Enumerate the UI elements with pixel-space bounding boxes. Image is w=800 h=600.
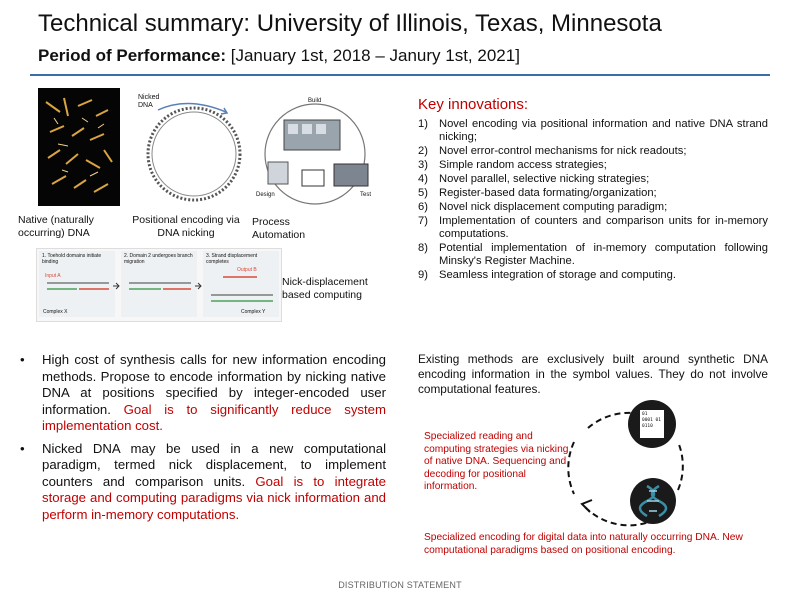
innovations-title: Key innovations:: [418, 96, 529, 113]
process-automation-diagram: [248, 92, 382, 210]
bullet-goal: Goal is to significantly reduce system implementation cost.: [42, 401, 386, 433]
complex-x-label: Complex X: [43, 309, 68, 315]
nick-panel-1-label: 1. Toehold domains initiate binding: [42, 253, 102, 265]
binary-line: 0110: [642, 424, 653, 429]
binary-line: 01: [642, 412, 648, 417]
innovation-item: 8) Potential implementation of in-memory computation following Minsky's Register Machine.: [418, 242, 768, 267]
page-title: Technical summary: University of Illinois, Texas, Minnesota: [38, 10, 662, 37]
nick-panel-3-label: 3. Strand displacement completes: [206, 253, 258, 265]
bullet-item: • High cost of synthesis calls for new information encoding methods. Propose to encode information by nicking native DNA at positions specified by integer-encoded user information. Goal is to significantly reduce system implementation cost.: [20, 352, 386, 433]
period-of-performance: [38, 46, 520, 66]
output-label: Output B: [237, 267, 257, 273]
binary-line: 0001 01: [642, 418, 661, 423]
computing-card: [640, 410, 664, 438]
nick-displacement-diagram: [36, 248, 282, 322]
innovation-item: 1) Novel encoding via positional information and native DNA strand nicking;: [418, 118, 768, 143]
native-dna-image: [38, 88, 120, 206]
dna-helix-graphic: [630, 478, 676, 524]
innovations-list: [418, 118, 768, 283]
bullet-goal: Goal is to integrate storage and computing paradigms via nick information and perform in-memory computations.: [42, 473, 386, 522]
innovation-item: 6) Novel nick displacement computing paradigm;: [418, 201, 668, 213]
distribution-statement: DISTRIBUTION STATEMENT: [338, 580, 462, 590]
innovation-item: 3) Simple random access strategies;: [418, 159, 607, 171]
nicked-dna-diagram: [128, 92, 252, 208]
complex-y-label: Complex Y: [241, 309, 266, 315]
nick-panel-2-label: 2. Domain 2 undergoes branch migration: [124, 253, 193, 265]
nicked-dna-label: Nicked DNA: [138, 94, 160, 109]
innovation-item: 4) Novel parallel, selective nicking strategies;: [418, 173, 650, 185]
period-label: Period of Performance:: [38, 46, 226, 65]
dna-icon: [630, 478, 676, 524]
positional-encoding-caption: Positional encoding via DNA nicking: [132, 214, 240, 239]
innovation-item: 9) Seamless integration of storage and computing.: [418, 269, 676, 281]
design-label: Design: [256, 192, 275, 198]
header-divider: [30, 74, 770, 76]
specialized-reading-text: Specialized reading and computing strategies via nicking of native DNA. Sequencing and decoding for positional information.: [424, 431, 569, 492]
existing-methods-text: Existing methods are exclusively built around synthetic DNA encoding information in the symbol values. They do not involve computational features.: [418, 352, 768, 396]
bullet-item: • Nicked DNA may be used in a new computational paradigm, termed nick displacement, to implement counters and comparison units. Goal is to integrate storage and computing paradigms via nick information and perform in-memory computations.: [20, 440, 386, 522]
nick-displacement-caption: Nick-displacement based computing: [282, 276, 368, 301]
specialized-encoding-text: Specialized encoding for digital data into naturally occurring DNA. New computational paradigms based on positional encoding.: [424, 532, 743, 556]
build-label: Build: [308, 98, 322, 104]
dna-micrograph-graphic: [38, 88, 120, 206]
native-dna-caption: Native (naturally occurring) DNA: [18, 214, 94, 239]
innovation-item: 5) Register-based data formating/organization;: [418, 187, 657, 199]
summary-bullets: [18, 352, 386, 529]
period-value: [January 1st, 2018 – Janury 1st, 2021]: [230, 46, 520, 65]
innovation-item: 7) Implementation of counters and comparison units for in-memory computations.: [418, 215, 768, 240]
computing-icon: [628, 400, 676, 448]
process-automation-caption: Process Automation: [252, 216, 306, 241]
input-label: Input A: [45, 273, 61, 279]
innovation-item: 2) Novel error-control mechanisms for nick readouts;: [418, 145, 687, 157]
test-label: Test: [360, 192, 372, 198]
